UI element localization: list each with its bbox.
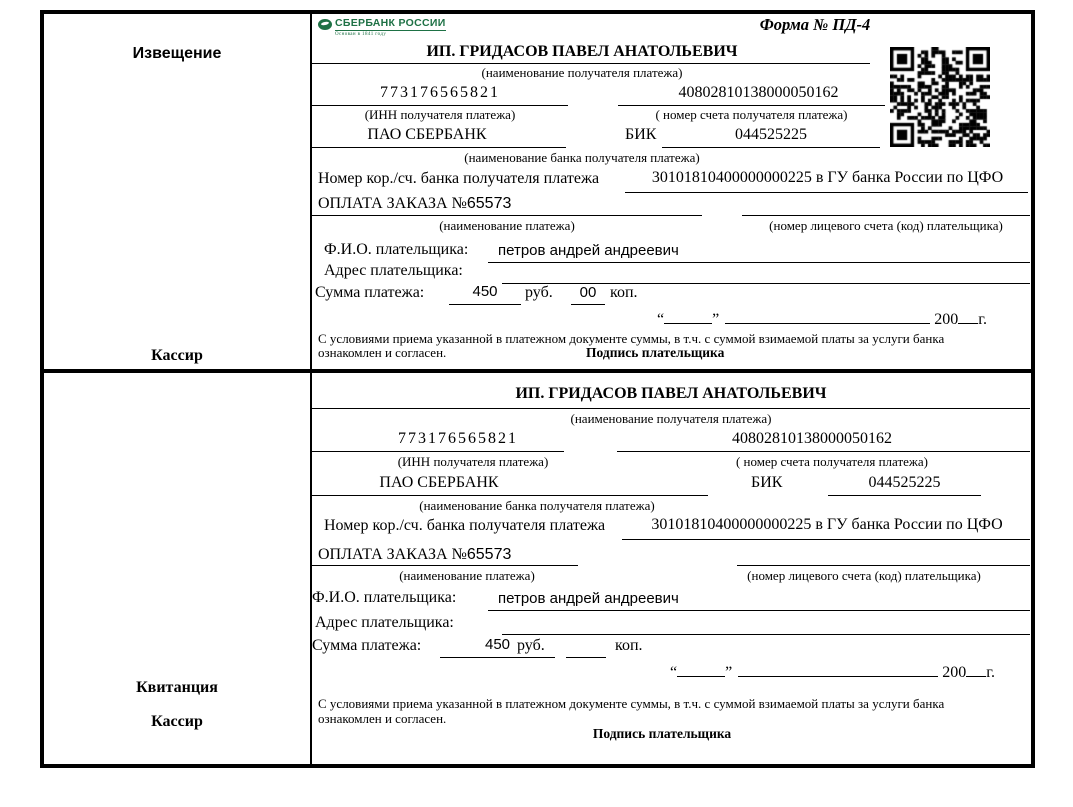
sberbank-logo-text: СБЕРБАНК РОССИИ [335,17,446,31]
recipient-name: ИП. ГРИДАСОВ ПАВЕЛ АНАТОЛЬЕВИЧ [426,43,738,60]
recipient-name-line [312,63,870,64]
quote-open: “ [657,311,665,328]
notice-section [44,14,1031,373]
fio-field[interactable]: петров андрей андреевич [498,590,679,607]
sum-rub-field[interactable]: 450 [484,636,511,653]
account-value: 40802810138000050162 [732,430,892,447]
inn-value: 773176565821 [398,430,518,447]
account-caption: ( номер счета получателя платежа) [735,454,929,469]
korr-label: Номер кор./сч. банка получателя платежа [324,517,606,534]
fio-field[interactable]: петров андрей андреевич [498,242,679,259]
date-day-line[interactable] [677,662,725,677]
sberbank-logo-tagline: Основан в 1841 году [335,32,387,38]
payment-caption: (наименование платежа) [439,218,575,233]
date-row [657,309,987,329]
inn-caption: (ИНН получателя платежа) [397,454,549,469]
date-year-line[interactable] [958,309,978,324]
recipient-name-line [312,408,1030,409]
notice-side-column [44,14,312,369]
personal-account-caption: (номер лицевого счета (код) плательщика) [769,218,1003,233]
sum-rub-field[interactable]: 450 [472,283,498,300]
bik-label: БИК [751,474,783,491]
sum-kop-line [566,657,606,658]
personal-account-caption: (номер лицевого счета (код) плательщика) [747,568,981,583]
account-line [618,105,885,106]
year-suffix: г. [978,311,987,328]
notice-side-label: Извещение [132,45,222,62]
form-number-label: Форма № ПД-4 [759,15,871,34]
signature-label: Подпись плательщика [592,726,732,741]
inn-line [312,105,568,106]
sum-label: Сумма платежа: [312,637,422,654]
quote-close: ” [725,664,733,681]
quote-open: “ [670,664,678,681]
bank-name: ПАО СБЕРБАНК [379,474,499,491]
inn-value: 773176565821 [380,84,500,101]
fio-label: Ф.И.О. плательщика: [312,589,457,606]
bik-value: 044525225 [735,126,807,143]
agreement-line1: С условиями приема указанной в платежном документе суммы, в т.ч. с суммой взимаемой платы за услуги банка [318,331,945,346]
bik-label: БИК [625,126,657,143]
korr-line [625,192,1028,193]
date-month-line[interactable] [725,309,930,324]
payment-name [318,195,511,213]
personal-account-line [737,565,1030,566]
signature-label: Подпись плательщика [586,345,725,360]
address-label: Адрес плательщика: [315,614,454,631]
payment-name-prefix: ОПЛАТА ЗАКАЗА № [318,546,467,563]
sum-label: Сумма платежа: [315,284,425,301]
agreement-line2: ознакомлен и согласен. [318,345,447,360]
recipient-caption: (наименование получателя платежа) [481,65,683,80]
kop-label: коп. [610,284,638,301]
bank-caption: (наименование банка получателя платежа) [464,150,700,165]
receipt-cashier-label: Кассир [151,713,203,730]
year-prefix: 200 [934,311,959,328]
fio-line [488,610,1030,611]
fio-line [488,262,1030,263]
sum-rub-line [449,304,521,305]
order-number-field[interactable]: 65573 [466,546,512,563]
receipt-side-column [44,373,312,764]
sberbank-logo [318,17,446,38]
rub-label: руб. [525,284,553,301]
address-label: Адрес плательщика: [324,262,463,279]
payment-name [318,546,511,564]
payment-name-line [312,215,702,216]
account-caption: ( номер счета получателя платежа) [655,107,848,122]
order-number-field[interactable]: 65573 [466,195,512,212]
fio-label: Ф.И.О. плательщика: [324,241,469,258]
receipt-section [44,373,1031,764]
date-day-line[interactable] [664,309,712,324]
agreement-line1: С условиями приема указанной в платежном документе суммы, в т.ч. с суммой взимаемой платы за услуги банка [318,696,945,711]
sum-kop-line [571,304,605,305]
recipient-name: ИП. ГРИДАСОВ ПАВЕЛ АНАТОЛЬЕВИЧ [515,385,827,402]
account-value: 40802810138000050162 [678,84,839,101]
payment-name-line [312,565,578,566]
year-suffix: г. [986,664,995,681]
recipient-caption: (наименование получателя платежа) [570,411,772,426]
korr-label: Номер кор./сч. банка получателя платежа [318,170,600,187]
rub-label: руб. [517,637,545,654]
quote-close: ” [712,311,720,328]
qr-code [890,47,990,147]
bank-name-line [312,147,566,148]
payment-form-pd4 [40,10,1035,768]
date-year-line[interactable] [966,662,986,677]
bik-line [662,147,880,148]
year-prefix: 200 [942,664,967,681]
bank-caption: (наименование банка получателя платежа) [419,498,655,513]
account-line [617,451,1030,452]
sberbank-coin-icon [318,19,332,30]
payment-name-prefix: ОПЛАТА ЗАКАЗА № [318,195,467,212]
inn-line [312,451,564,452]
inn-caption: (ИНН получателя платежа) [364,107,516,122]
korr-value: 30101810400000000225 в ГУ банка России по ЦФО [651,516,1003,533]
date-row [670,662,995,682]
notice-panel [312,14,1031,369]
address-line[interactable] [502,634,1030,635]
receipt-side-label: Квитанция [136,679,218,696]
sum-rub-line [440,657,555,658]
date-month-line[interactable] [738,662,938,677]
payment-caption: (наименование платежа) [399,568,535,583]
bik-value: 044525225 [868,474,941,491]
agreement-line2: ознакомлен и согласен. [318,711,447,726]
receipt-panel [312,373,1031,764]
korr-value: 30101810400000000225 в ГУ банка России по ЦФО [651,169,1004,186]
sum-kop-field[interactable]: 00 [579,284,597,301]
bik-line [828,495,981,496]
bank-name-line [312,495,708,496]
bank-name: ПАО СБЕРБАНК [367,126,487,143]
notice-cashier-label: Кассир [151,347,203,364]
personal-account-line [742,215,1030,216]
kop-label: коп. [615,637,643,654]
korr-line [622,539,1030,540]
